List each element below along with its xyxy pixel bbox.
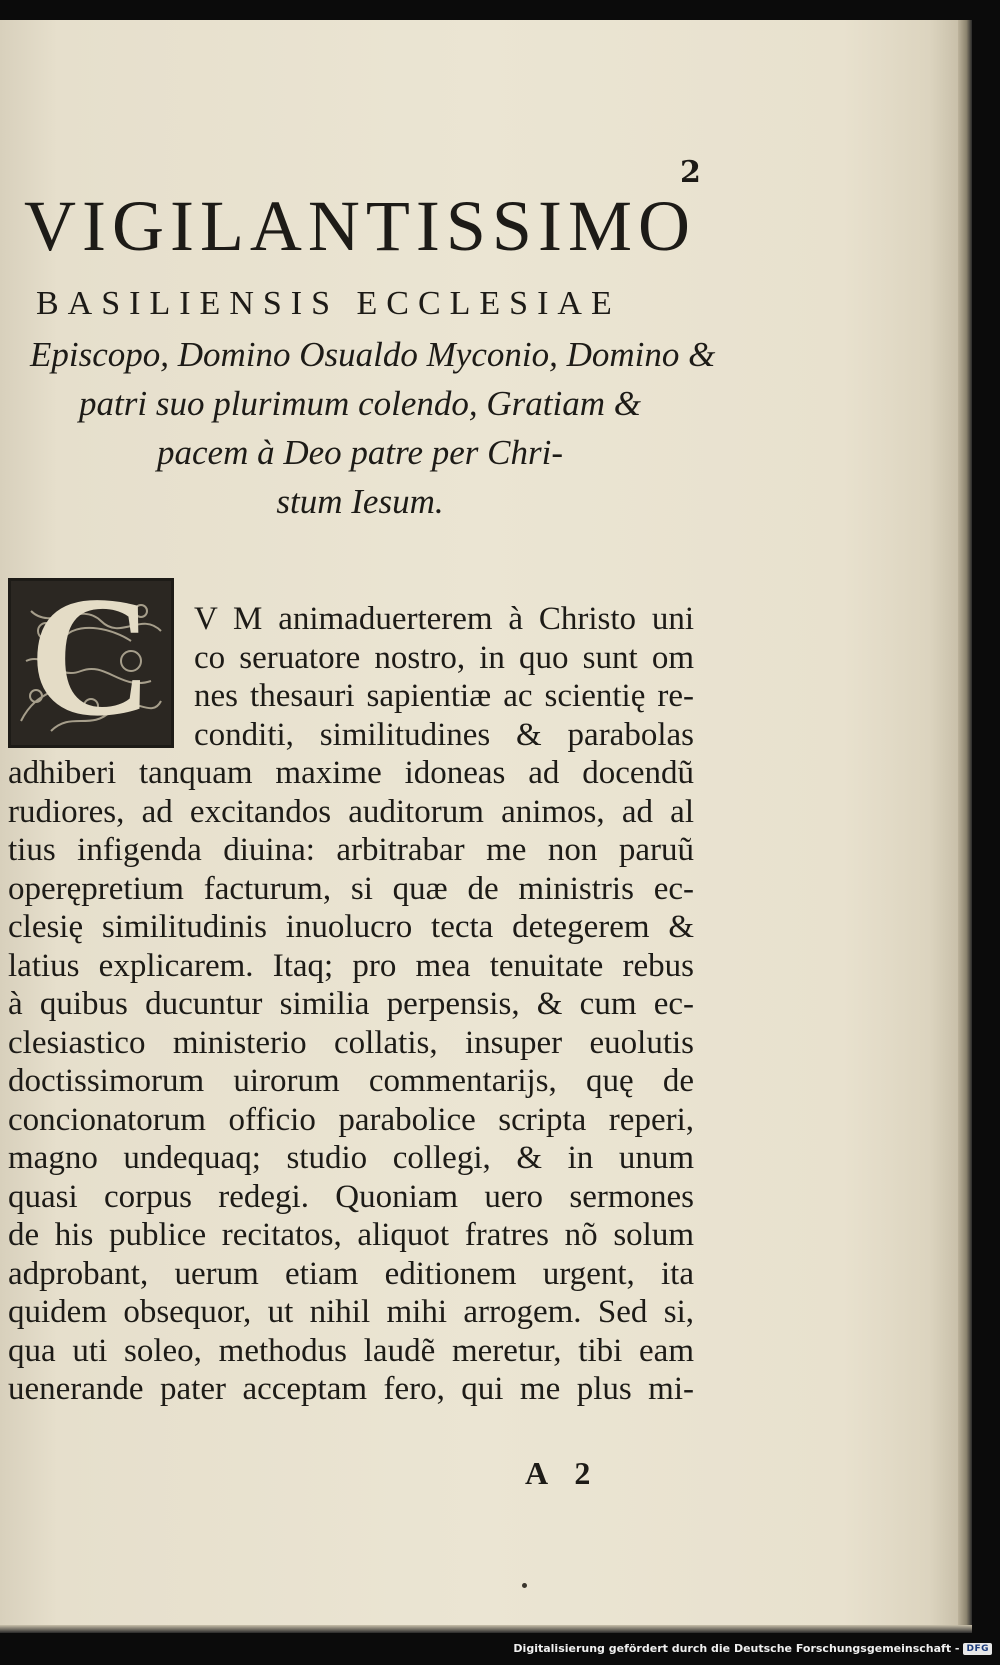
text-line: qua uti soleo, methodus laudẽ meretur, tibi eam [8,1332,694,1369]
page-bottom-edge [0,1625,972,1633]
page-title: VIGILANTISSIMO [24,186,696,266]
ink-speck [522,1583,527,1588]
book-page [0,20,958,1625]
text-line: tius infigenda diuina: arbitrabar me non paruũ [8,832,694,868]
text-line: rudiores, ad excitandos auditorum animos, ad al [8,793,694,830]
dedication-block [30,330,716,526]
page-number: 2 [680,155,701,190]
text-line: adhiberi tanquam maxime idoneas ad docendũ [8,755,694,791]
dfg-logo-icon: DFG [963,1643,992,1655]
body-text [8,600,694,1409]
text-line: clesię similitudinis inuolucro tecta detegerem & [8,909,694,945]
text-line: concionatorum officio parabolice scripta reperi, [8,1101,694,1138]
text-line: nes thesauri sapientiæ ac scientię re- [194,678,694,714]
initial-letter: C [28,578,154,748]
text-line: operępretium facturum, si quæ de ministris ec- [8,870,694,907]
dedication-line: stum Iesum. [276,482,444,521]
dedication-line: Episcopo, Domino Osualdo Myconio, Domino & [30,335,716,374]
text-line: magno undequaq; studio collegi, & in unum [8,1140,694,1176]
text-line: de his publice recitatos, aliquot fratres nõ solum [8,1217,694,1253]
text-line: uenerande pater acceptam fero, qui me plus mi- [8,1371,694,1407]
text-line: V M animaduerterem à Christo uni [194,601,694,637]
text-line: quasi corpus redegi. Quoniam uero sermones [8,1178,694,1215]
text-line: adprobant, uerum etiam editionem urgent, ita [8,1255,694,1292]
signature-mark: A 2 [525,1455,601,1491]
text-line: conditi, similitudines & parabolas [194,716,694,753]
page-subtitle: BASILIENSIS ECCLESIAE [36,285,621,322]
dedication-line: patri suo plurimum colendo, Gratiam & [79,384,641,423]
text-line: doctissimorum uirorum commentarijs, quę de [8,1063,694,1099]
dedication-line: pacem à Deo patre per Chri- [157,433,563,472]
page-fore-edge [958,20,972,1625]
text-line: quidem obsequor, ut nihil mihi arrogem. Sed si, [8,1294,694,1330]
text-line: latius explicarem. Itaq; pro mea tenuitate rebus [8,947,694,984]
funding-banner [513,1642,992,1655]
text-line: à quibus ducuntur similia perpensis, & cum ec- [8,986,694,1022]
text-line: co seruatore nostro, in quo sunt om [194,639,694,676]
funding-text: Digitalisierung gefördert durch die Deutsche Forschungsgemeinschaft - [513,1642,960,1655]
text-line: clesiastico ministerio collatis, insuper euolutis [8,1024,694,1061]
